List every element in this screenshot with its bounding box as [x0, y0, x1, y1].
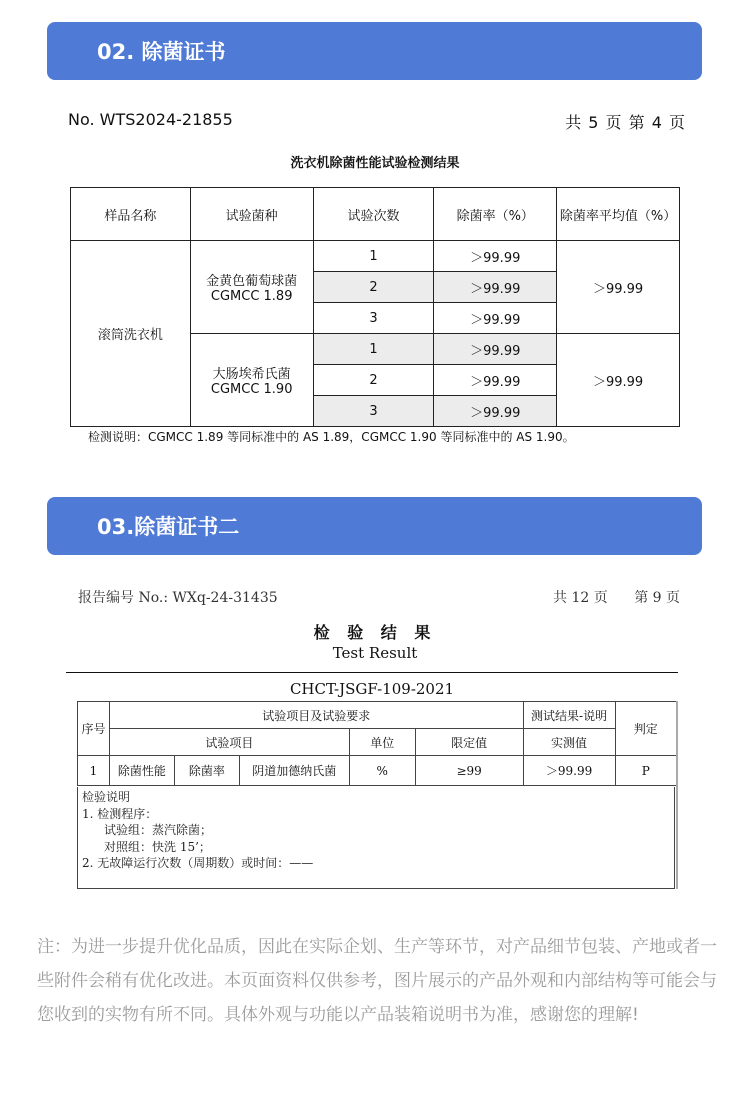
- rate-cell: ＞99.99: [434, 365, 557, 396]
- item-cell: 除菌性能: [109, 756, 174, 786]
- header-cell: 试验次数: [313, 188, 434, 241]
- measured-cell: ＞99.99: [523, 756, 615, 786]
- header-result: 测试结果-说明: [523, 702, 615, 729]
- strain-name: 金黄色葡萄球菌: [206, 274, 298, 289]
- notes-title: 检验说明: [82, 790, 131, 804]
- standard-code: CHCT-JSGF-109-2021: [289, 680, 455, 698]
- certificate-1-title: 洗衣机除菌性能试验检测结果: [290, 156, 460, 171]
- note-line: 2. 无故障运行次数（周期数）或时间：——: [82, 856, 314, 870]
- report-number: No. WTS2024-21855: [68, 110, 233, 129]
- certificate-1-note: 检测说明：CGMCC 1.89 等同标准中的 AS 1.89，CGMCC 1.90 等同标准中的 AS 1.90。: [88, 430, 575, 444]
- rate-cell: ＞99.99: [434, 303, 557, 334]
- seq-cell: 1: [78, 756, 110, 786]
- run-cell: 3: [313, 396, 434, 427]
- header-seq: 序号: [78, 702, 110, 756]
- certificate-1-header: [68, 110, 686, 133]
- rate-cell: ＞99.99: [434, 241, 557, 272]
- page-indicator: [543, 587, 680, 607]
- rate-cell: ＞99.99: [434, 272, 557, 303]
- page-current: 第 9 页: [634, 590, 680, 606]
- average-cell: ＞99.99: [557, 241, 680, 334]
- certificate-2-table: [77, 701, 676, 786]
- rate-cell: ＞99.99: [434, 396, 557, 427]
- run-cell: 1: [313, 241, 434, 272]
- rate-cell: ＞99.99: [434, 334, 557, 365]
- certificate-2-title: 检 验 结 果: [313, 623, 437, 642]
- table-row: [71, 241, 680, 272]
- header-measured: 实测值: [523, 729, 615, 756]
- disclaimer-footnote: 注：为进一步提升优化品质，因此在实际企划、生产等环节，对产品细节包装、产地或者一些附件会稍有优化改进。本页面资料仅供参考，图片展示的产品外观和内部结构等可能会与您收到的实物有所不同。具体外观与功能以产品装箱说明书为准，感谢您的理解!: [37, 937, 717, 1025]
- limit-cell: ≥99: [415, 756, 523, 786]
- strain-cell: [190, 334, 313, 427]
- table-header-row: [78, 702, 677, 729]
- header-cell: 试验菌种: [190, 188, 313, 241]
- run-cell: 1: [313, 334, 434, 365]
- judge-cell: P: [615, 756, 676, 786]
- header-items: 试验项目及试验要求: [109, 702, 523, 729]
- section-banner-02: 02. 除菌证书: [47, 22, 702, 80]
- page-total: 共 12 页: [553, 590, 608, 606]
- average-cell: ＞99.99: [557, 334, 680, 427]
- item-cell: 阴道加德纳氏菌: [239, 756, 349, 786]
- run-cell: 3: [313, 303, 434, 334]
- note-line: 对照组：快洗 15’；: [104, 839, 211, 854]
- header-cell: 除菌率平均值（%）: [557, 188, 680, 241]
- certificate-2-subtitle: Test Result: [332, 644, 418, 662]
- scan-edge: [676, 701, 678, 889]
- note-line: 试验组：蒸汽除菌；: [104, 823, 213, 837]
- sample-name-cell: 滚筒洗衣机: [71, 241, 191, 427]
- page-indicator: 共 5 页 第 4 页: [565, 113, 686, 132]
- section-banner-03: 03.除菌证书二: [47, 497, 702, 555]
- strain-code: CGMCC 1.89: [210, 289, 293, 304]
- strain-cell: [190, 241, 313, 334]
- header-judge: 判定: [615, 702, 676, 756]
- divider: [66, 672, 678, 673]
- strain-name: 大肠埃希氏菌: [212, 367, 291, 382]
- table-row: [78, 756, 677, 786]
- run-cell: 2: [313, 272, 434, 303]
- strain-code: CGMCC 1.90: [210, 382, 293, 397]
- header-limit: 限定值: [415, 729, 523, 756]
- table-header-row: [71, 188, 680, 241]
- report-number: 报告编号 No.: WXq-24-31435: [78, 590, 278, 606]
- header-unit: 单位: [349, 729, 415, 756]
- header-cell: 样品名称: [71, 188, 191, 241]
- table-header-row: [78, 729, 677, 756]
- certificate-1-table: [70, 187, 680, 427]
- run-cell: 2: [313, 365, 434, 396]
- unit-cell: %: [349, 756, 415, 786]
- item-cell: 除菌率: [174, 756, 239, 786]
- note-line: 1. 检测程序：: [82, 806, 158, 821]
- header-item: 试验项目: [109, 729, 349, 756]
- header-cell: 除菌率（%）: [434, 188, 557, 241]
- certificate-2-header: [78, 587, 680, 607]
- inspection-notes: [77, 787, 675, 889]
